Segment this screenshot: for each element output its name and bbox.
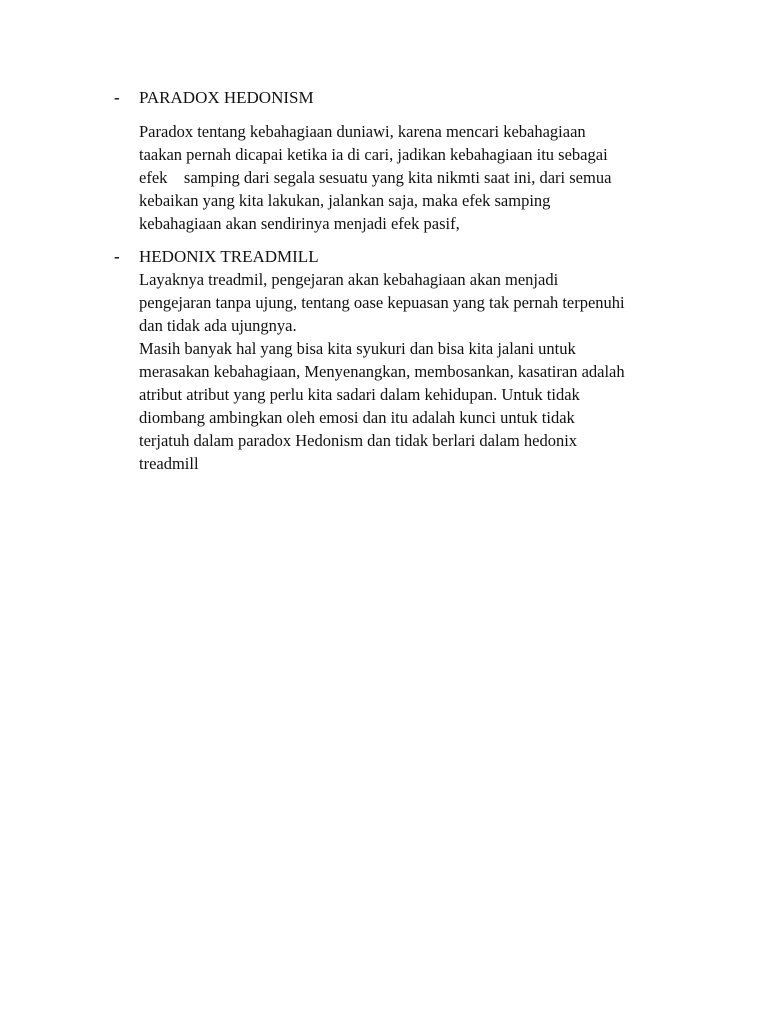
paragraph-line: Masih banyak hal yang bisa kita syukuri dan bisa kita jalani untuk — [139, 339, 576, 358]
paragraph-line: kebahagiaan akan sendirinya menjadi efek pasif, — [139, 214, 460, 233]
paragraph-line: diombang ambingkan oleh emosi dan itu adalah kunci untuk tidak — [139, 408, 575, 427]
paragraph-line: atribut atribut yang perlu kita sadari dalam kehidupan. Untuk tidak — [139, 385, 580, 404]
bullet-dash: - — [114, 88, 120, 107]
section-content — [139, 86, 684, 235]
section-heading: PARADOX HEDONISM — [139, 88, 314, 107]
paragraph-line: taakan pernah dicapai ketika ia di cari, jadikan kebahagiaan itu sebagai — [139, 145, 608, 164]
paragraph-line: terjatuh dalam paradox Hedonism dan tidak berlari dalam hedonix — [139, 431, 578, 450]
paragraph-line: dan tidak ada ujungnya. — [139, 316, 297, 335]
paragraph-line: treadmill — [139, 454, 199, 473]
section-heading: HEDONIX TREADMILL — [139, 247, 319, 266]
paragraph-line: pengejaran tanpa ujung, tentang oase kepuasan yang tak pernah terpenuhi — [139, 293, 625, 312]
paragraph-line: Layaknya treadmil, pengejaran akan kebahagiaan akan menjadi — [139, 270, 559, 289]
paragraph-line: efek samping dari segala sesuatu yang kita nikmti saat ini, dari semua — [139, 168, 612, 187]
paragraph-line: Paradox tentang kebahagiaan duniawi, karena mencari kebahagiaan — [139, 122, 586, 141]
section-content — [139, 245, 684, 475]
bullet-dash: - — [114, 247, 120, 266]
paragraph-line: merasakan kebahagiaan, Menyenangkan, membosankan, kasatiran adalah — [139, 362, 625, 381]
paragraph-line: kebaikan yang kita lakukan, jalankan saja, maka efek samping — [139, 191, 551, 210]
